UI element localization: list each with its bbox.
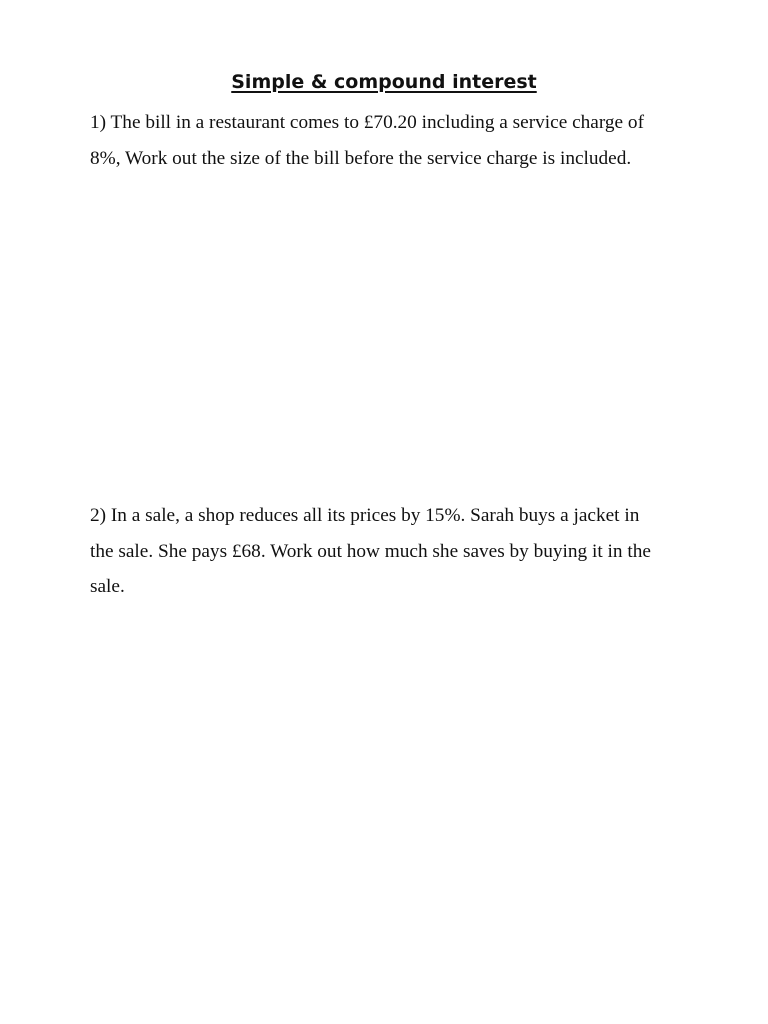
question-2: [90, 498, 690, 605]
question-2-line-1: 2) In a sale, a shop reduces all its prices by 15%. Sarah buys a jacket in: [90, 505, 640, 526]
question-1-line-1: 1) The bill in a restaurant comes to £70.20 including a service charge of: [90, 112, 644, 133]
question-1: [90, 105, 690, 176]
question-1-line-2: 8%, Work out the size of the bill before the service charge is included.: [90, 147, 632, 169]
worksheet-title: Simple & compound interest: [231, 71, 537, 93]
question-2-line-2: the sale. She pays £68. Work out how much she saves by buying it in the: [90, 540, 651, 562]
question-2-line-3: sale.: [90, 576, 125, 597]
